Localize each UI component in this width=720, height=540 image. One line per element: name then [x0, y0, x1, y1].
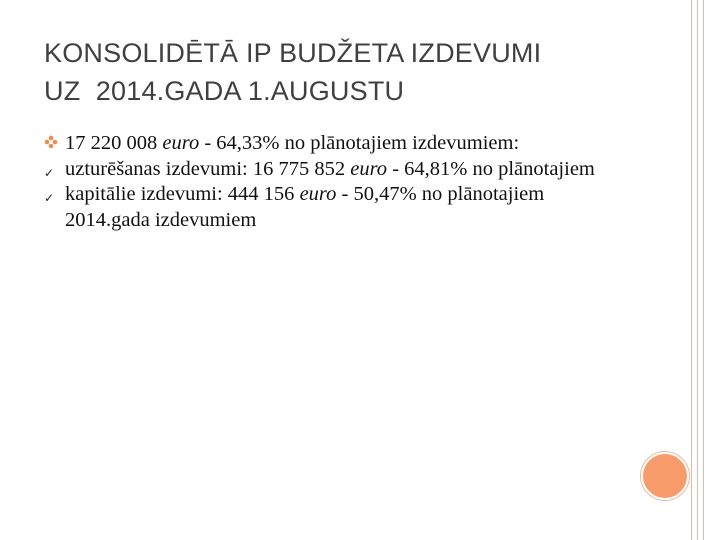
- decor-rule: [691, 0, 692, 540]
- slide-title-line: KONSOLIDĒTĀ IP BUDŽETA IZDEVUMI: [44, 38, 542, 68]
- bullet-list: [44, 131, 634, 233]
- checkmark-icon: ✓: [44, 165, 55, 180]
- orange-flower-bullet-icon: [44, 135, 62, 149]
- decor-rule: [703, 0, 704, 540]
- bullet-text: uzturēšanas izdevumi: 16 775 852 euro - 64,81% no plānotajiem: [65, 157, 595, 180]
- decor-circle: [641, 452, 689, 500]
- slide-title: [44, 34, 644, 110]
- slide-title-line: UZ 2014.GADA 1.AUGUSTU: [44, 76, 405, 106]
- list-item: [44, 182, 634, 233]
- checkmark-icon: ✓: [44, 191, 55, 205]
- bullet-text: kapitālie izdevumi: 444 156 euro - 50,47% no plānotajiem 2014.gada izdevumiem: [65, 183, 545, 231]
- decor-rule: [697, 0, 698, 540]
- bullet-text: 17 220 008 euro - 64,33% no plānotajiem izdevumiem:: [65, 132, 520, 154]
- list-item: [44, 131, 634, 157]
- list-item: [44, 157, 634, 183]
